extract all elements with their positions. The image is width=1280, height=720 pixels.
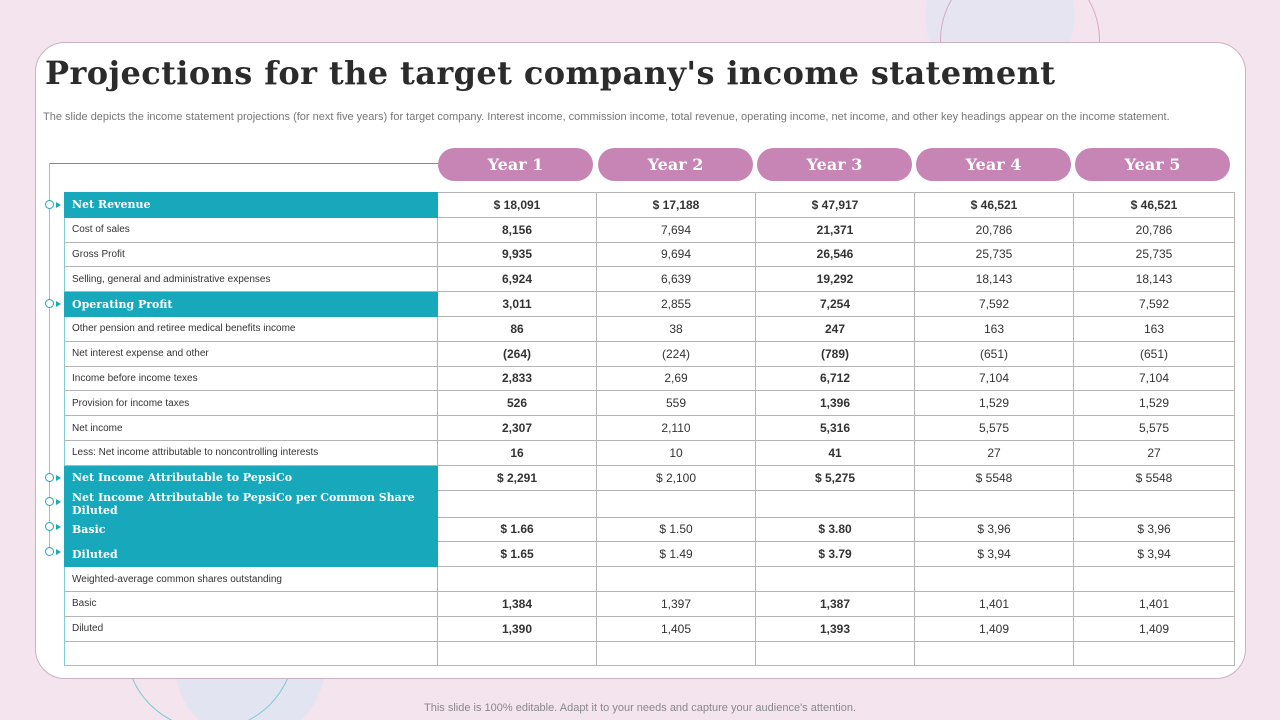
cell-year-3: 19,292 [756, 267, 915, 292]
cell-year-1: 16 [438, 440, 597, 465]
cell-year-1: $ 18,091 [438, 193, 597, 218]
row-label: Income before income texes [65, 366, 438, 391]
cell-year-3: (789) [756, 341, 915, 366]
cell-year-2: 9,694 [597, 242, 756, 267]
cell-year-1 [438, 641, 597, 666]
footer-note: This slide is 100% editable. Adapt it to your needs and capture your audience's attention. [424, 702, 856, 714]
cell-year-3 [756, 641, 915, 666]
cell-year-1: 6,924 [438, 267, 597, 292]
cell-year-5 [1074, 567, 1235, 592]
year-header-4: Year 4 [916, 148, 1071, 181]
cell-year-5 [1074, 490, 1235, 517]
cell-year-1: $ 1.65 [438, 542, 597, 567]
table-row [65, 217, 1235, 242]
cell-year-1: 1,390 [438, 616, 597, 641]
year-header-5: Year 5 [1075, 148, 1230, 181]
cell-year-4: 1,529 [915, 391, 1074, 416]
cell-year-3: 1,396 [756, 391, 915, 416]
row-label: Net Income Attributable to PepsiCo [65, 465, 438, 490]
cell-year-3: $ 3.80 [756, 517, 915, 542]
bullet-dot-per-share [45, 497, 54, 506]
table-row [65, 641, 1235, 666]
cell-year-3: 26,546 [756, 242, 915, 267]
table-row [65, 465, 1235, 490]
cell-year-4: 25,735 [915, 242, 1074, 267]
cell-year-5: $ 5548 [1074, 465, 1235, 490]
row-label: Diluted [65, 542, 438, 567]
cell-year-3: $ 3.79 [756, 542, 915, 567]
table-row [65, 616, 1235, 641]
income-statement-table [64, 192, 1235, 666]
cell-year-5: 1,409 [1074, 616, 1235, 641]
bullet-dot-basic [45, 522, 54, 531]
year-header-1: Year 1 [438, 148, 593, 181]
bullet-arrow-icon [56, 549, 61, 555]
cell-year-4: (651) [915, 341, 1074, 366]
cell-year-1: 86 [438, 316, 597, 341]
cell-year-4: $ 46,521 [915, 193, 1074, 218]
connector-line-vertical [49, 163, 50, 552]
cell-year-1: 1,384 [438, 591, 597, 616]
cell-year-5 [1074, 641, 1235, 666]
cell-year-4: 20,786 [915, 217, 1074, 242]
row-label: Basic [65, 591, 438, 616]
row-label: Less: Net income attributable to noncontrolling interests [65, 440, 438, 465]
bullet-dot-net-income-pepsico [45, 473, 54, 482]
cell-year-1: 2,307 [438, 416, 597, 441]
table-row [65, 416, 1235, 441]
cell-year-5: $ 3,94 [1074, 542, 1235, 567]
bullet-arrow-icon [56, 202, 61, 208]
cell-year-5: $ 46,521 [1074, 193, 1235, 218]
bullet-arrow-icon [56, 475, 61, 481]
cell-year-4 [915, 567, 1074, 592]
cell-year-5: 5,575 [1074, 416, 1235, 441]
cell-year-3 [756, 567, 915, 592]
table-row [65, 391, 1235, 416]
row-label: Net income [65, 416, 438, 441]
row-label: Basic [65, 517, 438, 542]
table-row [65, 341, 1235, 366]
cell-year-3: 5,316 [756, 416, 915, 441]
table-row [65, 440, 1235, 465]
table-row [65, 193, 1235, 218]
cell-year-2: 559 [597, 391, 756, 416]
cell-year-1 [438, 567, 597, 592]
cell-year-3: $ 5,275 [756, 465, 915, 490]
cell-year-5: 25,735 [1074, 242, 1235, 267]
cell-year-2: 1,397 [597, 591, 756, 616]
cell-year-2: 2,110 [597, 416, 756, 441]
cell-year-2: (224) [597, 341, 756, 366]
cell-year-4: 7,592 [915, 292, 1074, 317]
row-label: Selling, general and administrative expenses [65, 267, 438, 292]
row-label: Net interest expense and other [65, 341, 438, 366]
cell-year-5: 20,786 [1074, 217, 1235, 242]
table-row [65, 591, 1235, 616]
bullet-dot-net-revenue [45, 200, 54, 209]
cell-year-5: (651) [1074, 341, 1235, 366]
cell-year-1: 3,011 [438, 292, 597, 317]
row-label: Gross Profit [65, 242, 438, 267]
cell-year-1 [438, 490, 597, 517]
cell-year-3: 247 [756, 316, 915, 341]
cell-year-2: 2,69 [597, 366, 756, 391]
row-label: Operating Profit [65, 292, 438, 317]
cell-year-4: $ 3,96 [915, 517, 1074, 542]
cell-year-3: 21,371 [756, 217, 915, 242]
cell-year-4 [915, 490, 1074, 517]
cell-year-1: $ 1.66 [438, 517, 597, 542]
cell-year-3: 7,254 [756, 292, 915, 317]
cell-year-5: 7,104 [1074, 366, 1235, 391]
cell-year-2: 2,855 [597, 292, 756, 317]
cell-year-3: $ 47,917 [756, 193, 915, 218]
cell-year-2 [597, 641, 756, 666]
cell-year-5: 1,529 [1074, 391, 1235, 416]
table-row [65, 242, 1235, 267]
table-row [65, 366, 1235, 391]
cell-year-2 [597, 567, 756, 592]
bullet-dot-operating-profit [45, 299, 54, 308]
row-label: Net Income Attributable to PepsiCo per Common Share Diluted [65, 490, 438, 517]
cell-year-2 [597, 490, 756, 517]
table-row [65, 567, 1235, 592]
table-row [65, 490, 1235, 517]
cell-year-5: 1,401 [1074, 591, 1235, 616]
year-header-3: Year 3 [757, 148, 912, 181]
row-label: Provision for income taxes [65, 391, 438, 416]
cell-year-1: (264) [438, 341, 597, 366]
cell-year-2: $ 2,100 [597, 465, 756, 490]
connector-line [49, 163, 438, 164]
cell-year-3: 41 [756, 440, 915, 465]
cell-year-2: 10 [597, 440, 756, 465]
row-label: Net Revenue [65, 193, 438, 218]
cell-year-5: 18,143 [1074, 267, 1235, 292]
cell-year-1: 8,156 [438, 217, 597, 242]
cell-year-4 [915, 641, 1074, 666]
cell-year-2: $ 1.50 [597, 517, 756, 542]
cell-year-1: 9,935 [438, 242, 597, 267]
table-row [65, 267, 1235, 292]
cell-year-2: $ 17,188 [597, 193, 756, 218]
cell-year-3: 1,387 [756, 591, 915, 616]
cell-year-3 [756, 490, 915, 517]
year-header-2: Year 2 [598, 148, 753, 181]
cell-year-4: 18,143 [915, 267, 1074, 292]
cell-year-5: 163 [1074, 316, 1235, 341]
row-label: Other pension and retiree medical benefits income [65, 316, 438, 341]
row-label [65, 641, 438, 666]
cell-year-4: 163 [915, 316, 1074, 341]
cell-year-2: $ 1.49 [597, 542, 756, 567]
row-label: Weighted-average common shares outstanding [65, 567, 438, 592]
table-row [65, 517, 1235, 542]
cell-year-1: $ 2,291 [438, 465, 597, 490]
bullet-dot-diluted [45, 547, 54, 556]
table-row [65, 542, 1235, 567]
cell-year-5: 7,592 [1074, 292, 1235, 317]
cell-year-3: 6,712 [756, 366, 915, 391]
row-label: Diluted [65, 616, 438, 641]
bullet-arrow-icon [56, 499, 61, 505]
cell-year-1: 526 [438, 391, 597, 416]
cell-year-4: $ 3,94 [915, 542, 1074, 567]
cell-year-5: $ 3,96 [1074, 517, 1235, 542]
cell-year-4: 1,401 [915, 591, 1074, 616]
cell-year-2: 38 [597, 316, 756, 341]
cell-year-5: 27 [1074, 440, 1235, 465]
bullet-arrow-icon [56, 524, 61, 530]
cell-year-4: 27 [915, 440, 1074, 465]
cell-year-4: 5,575 [915, 416, 1074, 441]
cell-year-2: 1,405 [597, 616, 756, 641]
row-label: Cost of sales [65, 217, 438, 242]
cell-year-4: 1,409 [915, 616, 1074, 641]
slide-subtitle: The slide depicts the income statement projections (for next five years) for target company. Interest income, commission income, total revenue, operating income, net income, and other key headings appear on the income statement. [43, 111, 1170, 123]
cell-year-3: 1,393 [756, 616, 915, 641]
table-row [65, 292, 1235, 317]
cell-year-4: 7,104 [915, 366, 1074, 391]
cell-year-2: 7,694 [597, 217, 756, 242]
table-row [65, 316, 1235, 341]
cell-year-4: $ 5548 [915, 465, 1074, 490]
cell-year-1: 2,833 [438, 366, 597, 391]
cell-year-2: 6,639 [597, 267, 756, 292]
bullet-arrow-icon [56, 301, 61, 307]
slide-title: Projections for the target company's income statement [45, 54, 1056, 92]
